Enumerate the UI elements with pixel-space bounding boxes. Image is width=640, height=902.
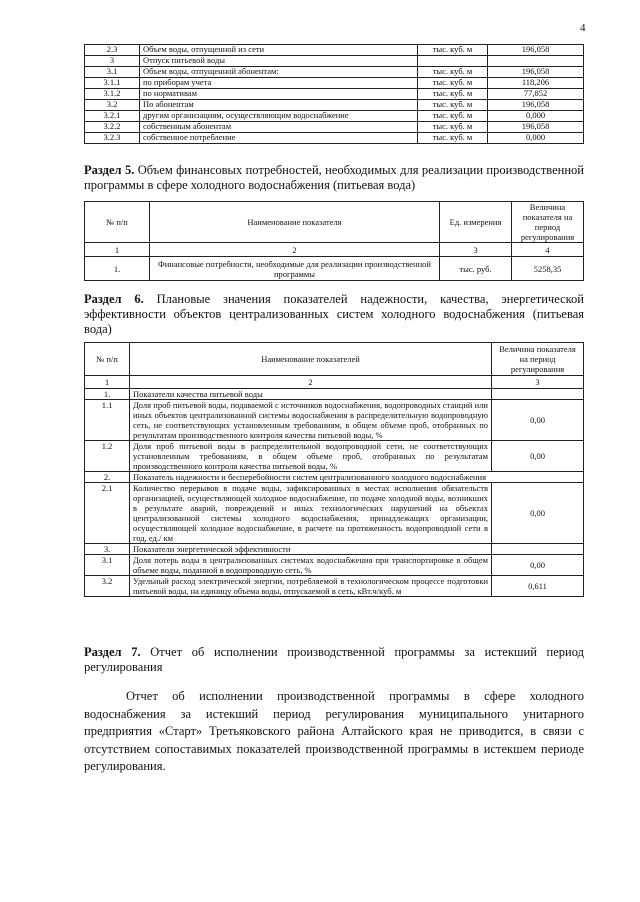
table-row: 1. Финансовые потребности, необходимые для реализации производственной программы тыс. руб. 5258,35: [85, 257, 584, 281]
section7-heading: Раздел 7. Отчет об исполнении производственной программы за истекший период регулирования: [84, 645, 584, 674]
table-row: 3 Отпуск питьевой воды: [85, 56, 584, 67]
table-row: 3. Показатели энергетической эффективности: [85, 544, 584, 555]
table-row: 2. Показатель надежности и бесперебойности систем централизованного холодного водоснабжения: [85, 472, 584, 483]
table-row: 2.1 Количество перерывов в подаче воды, зафиксированных в местах исполнения обязательств организацией, осуществляющей холодное водоснабжение, по подаче холодной воды, возникших в результате аварий, повреждений и иных технологических нарушений на объектах централизованной системы холодного водоснабжения, принадлежащих организации, осуществляющей холодное водоснабжение, в расчете на протяженность водопроводной сети в год, ед./ км 0,00: [85, 483, 584, 544]
table-row: 3.2.3 собственное потребление тыс. куб. м 0,000: [85, 133, 584, 144]
table-row: 3.1 Доля потерь воды в централизованных системах водоснабжения при транспортировке в общем объеме воды, поданной в водопроводную сеть, % 0,00: [85, 555, 584, 576]
section7-paragraph: Отчет об исполнении производственной программы в сфере холодного водоснабжения за истекший период регулирования муниципального унитарного предприятия «Старт» Третьяковского района Алтайского края не приводится, в связи с отсутствием сопоставимых показателей производственной программы в истекшем периоде регулирования.: [84, 689, 584, 773]
page-number: 4: [580, 22, 586, 34]
table-row: 1.2 Доля проб питьевой воды в распределительной водопроводной сети, не соответствующих установленным требованиям, в общем объеме проб, отобранных по результатам производственного контроля качества питьевой воды, % 0,00: [85, 441, 584, 472]
section5-heading: Раздел 5. Объем финансовых потребностей, необходимых для реализации производственной программы в сфере холодного водоснабжения (питьевая вода): [84, 163, 584, 192]
table-row: 3.1.2 по нормативам тыс. куб. м 77,852: [85, 89, 584, 100]
table-row: 2.3 Объем воды, отпущенной из сети тыс. куб. м 196,058: [85, 45, 584, 56]
water-volume-table: [84, 44, 584, 144]
table-row: 3.2 По абонентам тыс. куб. м 196,058: [85, 100, 584, 111]
table-row: 1.1 Доля проб питьевой воды, подаваемой с источников водоснабжения, водопроводных станций или иных объектов централизованной системы водоснабжения в распределительную водопроводную сеть, не соответствующих установленным требованиям, в общем объеме проб, отобранных по результатам производственного контроля качества питьевой воды, % 0,00: [85, 400, 584, 441]
table-header-row: № п/п Наименование показателя Ед. измерения Величина показателя на период регулирования: [85, 202, 584, 243]
table-row: 3.2.2 собственным абонентам тыс. куб. м 196,058: [85, 122, 584, 133]
section6-heading: Раздел 6. Плановые значения показателей надежности, качества, энергетической эффективности объектов централизованных систем холодного водоснабжения (питьевая вода): [84, 292, 584, 336]
indicators-table: [84, 342, 584, 597]
table-row: 3.2.1 другим организациям, осуществляющим водоснабжение тыс. куб. м 0,000: [85, 111, 584, 122]
financial-needs-table: [84, 201, 584, 281]
table-row: 1. Показатели качества питьевой воды: [85, 389, 584, 400]
table-index-row: 1 2 3 4: [85, 243, 584, 257]
table-row: 3.1 Объем воды, отпущенной абонентам: тыс. куб. м 196,058: [85, 67, 584, 78]
table-row: 3.2 Удельный расход электрической энергии, потребляемой в технологическом процессе подготовки питьевой воды, на единицу объема воды, отпускаемой в сеть, кВт.ч/куб. м 0,611: [85, 576, 584, 597]
table-row: 3.1.1 по приборам учета тыс. куб. м 118,206: [85, 78, 584, 89]
table-index-row: 1 2 3: [85, 376, 584, 389]
table-header-row: № п/п Наименование показателей Величина показателя на период регулирования: [85, 343, 584, 376]
